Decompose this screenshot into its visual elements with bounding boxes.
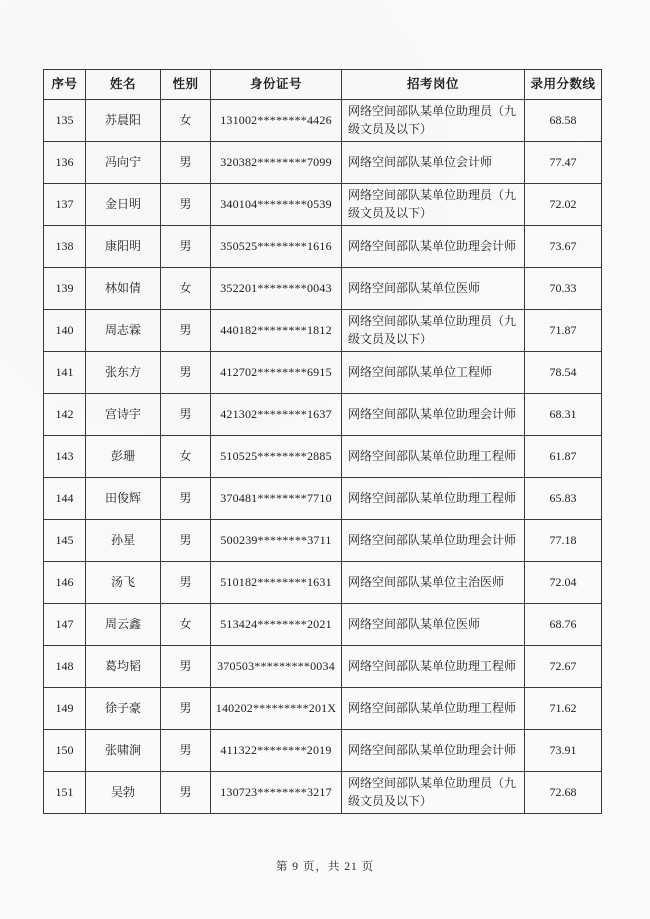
cell-gender: 女 [161,604,211,646]
recruitment-score-table [43,69,602,814]
table-row [44,562,602,604]
cell-id: 421302********1637 [211,394,342,436]
cell-position: 网络空间部队某单位主治医师 [342,562,525,604]
cell-name: 林如倩 [86,268,161,310]
cell-no: 151 [44,772,86,814]
cell-position: 网络空间部队某单位助理会计师 [342,394,525,436]
cell-id: 510525********2885 [211,436,342,478]
cell-score: 72.67 [525,646,602,688]
cell-no: 136 [44,142,86,184]
cell-position: 网络空间部队某单位助理会计师 [342,520,525,562]
table-body [44,100,602,814]
cell-score: 72.04 [525,562,602,604]
cell-no: 141 [44,352,86,394]
cell-no: 147 [44,604,86,646]
cell-position: 网络空间部队某单位助理员（九级文员及以下） [342,310,525,352]
table-row [44,772,602,814]
cell-score: 70.33 [525,268,602,310]
cell-score: 65.83 [525,478,602,520]
cell-id: 140202*********201X [211,688,342,730]
cell-id: 411322********2019 [211,730,342,772]
cell-gender: 男 [161,520,211,562]
table-row [44,478,602,520]
cell-no: 142 [44,394,86,436]
cell-gender: 男 [161,352,211,394]
cell-no: 146 [44,562,86,604]
cell-id: 350525********1616 [211,226,342,268]
cell-position: 网络空间部队某单位助理员（九级文员及以下） [342,184,525,226]
cell-score: 68.76 [525,604,602,646]
cell-gender: 女 [161,100,211,142]
table-row [44,226,602,268]
cell-score: 73.67 [525,226,602,268]
table-row [44,730,602,772]
cell-gender: 男 [161,310,211,352]
cell-position: 网络空间部队某单位助理工程师 [342,688,525,730]
cell-no: 137 [44,184,86,226]
cell-no: 143 [44,436,86,478]
cell-id: 513424********2021 [211,604,342,646]
column-header-2: 性别 [161,70,211,100]
cell-name: 周志霖 [86,310,161,352]
cell-position: 网络空间部队某单位工程师 [342,352,525,394]
cell-name: 周云鑫 [86,604,161,646]
cell-no: 150 [44,730,86,772]
cell-no: 148 [44,646,86,688]
column-header-1: 姓名 [86,70,161,100]
cell-position: 网络空间部队某单位助理工程师 [342,646,525,688]
cell-id: 412702********6915 [211,352,342,394]
table-row [44,310,602,352]
table-header [44,70,602,100]
cell-id: 320382********7099 [211,142,342,184]
cell-name: 孙星 [86,520,161,562]
cell-no: 139 [44,268,86,310]
cell-id: 510182********1631 [211,562,342,604]
table-row [44,352,602,394]
cell-gender: 男 [161,478,211,520]
cell-no: 140 [44,310,86,352]
cell-score: 72.02 [525,184,602,226]
cell-name: 田俊辉 [86,478,161,520]
table-row [44,184,602,226]
cell-name: 彭珊 [86,436,161,478]
cell-position: 网络空间部队某单位会计师 [342,142,525,184]
cell-name: 苏晨阳 [86,100,161,142]
cell-no: 145 [44,520,86,562]
cell-id: 500239********3711 [211,520,342,562]
cell-id: 370481********7710 [211,478,342,520]
cell-gender: 男 [161,142,211,184]
table-header-row [44,70,602,100]
cell-name: 张啸涧 [86,730,161,772]
cell-gender: 男 [161,688,211,730]
cell-score: 73.91 [525,730,602,772]
cell-score: 68.31 [525,394,602,436]
cell-position: 网络空间部队某单位助理员（九级文员及以下） [342,100,525,142]
cell-id: 131002********4426 [211,100,342,142]
cell-id: 370503*********0034 [211,646,342,688]
cell-gender: 男 [161,184,211,226]
cell-name: 康阳明 [86,226,161,268]
column-header-3: 身份证号 [211,70,342,100]
table-row [44,268,602,310]
cell-gender: 女 [161,268,211,310]
cell-score: 77.47 [525,142,602,184]
cell-name: 金日明 [86,184,161,226]
cell-gender: 男 [161,646,211,688]
cell-gender: 男 [161,772,211,814]
cell-position: 网络空间部队某单位助理工程师 [342,478,525,520]
page-number-footer: 第 9 页，共 21 页 [275,861,375,873]
table-row [44,436,602,478]
table-row [44,100,602,142]
column-header-4: 招考岗位 [342,70,525,100]
table-row [44,688,602,730]
cell-score: 78.54 [525,352,602,394]
cell-name: 汤飞 [86,562,161,604]
cell-id: 352201********0043 [211,268,342,310]
cell-score: 68.58 [525,100,602,142]
cell-no: 149 [44,688,86,730]
table-row [44,394,602,436]
cell-name: 吴勃 [86,772,161,814]
cell-no: 144 [44,478,86,520]
cell-id: 340104********0539 [211,184,342,226]
table-row [44,142,602,184]
cell-position: 网络空间部队某单位助理会计师 [342,730,525,772]
cell-position: 网络空间部队某单位医师 [342,268,525,310]
table-row [44,646,602,688]
cell-gender: 女 [161,436,211,478]
cell-name: 冯向宁 [86,142,161,184]
cell-name: 葛均韬 [86,646,161,688]
cell-score: 71.62 [525,688,602,730]
column-header-5: 录用分数线 [525,70,602,100]
cell-name: 徐子豪 [86,688,161,730]
cell-gender: 男 [161,730,211,772]
column-header-0: 序号 [44,70,86,100]
cell-score: 72.68 [525,772,602,814]
cell-gender: 男 [161,226,211,268]
table-row [44,520,602,562]
cell-score: 71.87 [525,310,602,352]
table-row [44,604,602,646]
cell-name: 宫诗宇 [86,394,161,436]
cell-score: 77.18 [525,520,602,562]
cell-name: 张东方 [86,352,161,394]
cell-score: 61.87 [525,436,602,478]
cell-no: 135 [44,100,86,142]
cell-no: 138 [44,226,86,268]
cell-gender: 男 [161,394,211,436]
cell-id: 440182********1812 [211,310,342,352]
cell-id: 130723********3217 [211,772,342,814]
cell-gender: 男 [161,562,211,604]
cell-position: 网络空间部队某单位助理员（九级文员及以下） [342,772,525,814]
cell-position: 网络空间部队某单位医师 [342,604,525,646]
cell-position: 网络空间部队某单位助理会计师 [342,226,525,268]
cell-position: 网络空间部队某单位助理工程师 [342,436,525,478]
